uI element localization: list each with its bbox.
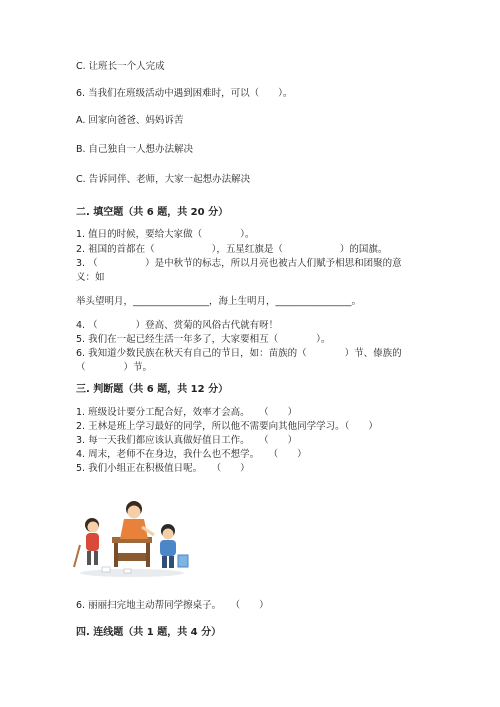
true-false-q2: 2. 王林是班上学习最好的同学，所以他不需要向其他同学学习。（ ） [76,421,378,432]
fill-blank-q4: 4. （ ）登高、赏菊的风俗古代就有呀！ [76,320,279,331]
section-fill-blank-heading: 二. 填空题（共 6 题，共 20 分） [76,207,229,218]
question-6-difficulty: 6. 当我们在班级活动中遇到困难时，可以（ ）。 [76,88,293,99]
fill-blank-q5: 5. 我们在一起已经生活一年多了，大家要相互（ ）。 [76,334,331,345]
fill-blank-poem: 举头望明月，________________，海上生明月，________________。 [76,296,362,307]
section-matching-heading: 四. 连线题（共 1 题，共 4 分） [76,627,222,638]
section-true-false-heading: 三. 判断题（共 6 题，共 12 分） [76,384,229,395]
fill-blank-q1: 1. 值日的时候，要给大家做（ ）。 [76,229,255,240]
fill-blank-q6-cont: （ ）节。 [76,362,153,373]
fill-blank-q3-cont: 义：如 [76,272,105,283]
option-a-tell-parents: A. 回家向爸爸、妈妈诉苦 [76,115,184,126]
fill-blank-q3: 3. （ ）是中秋节的标志，所以月亮也被古人们赋予相思和团聚的意 [76,258,402,269]
true-false-q5: 5. 我们小组正在积极值日呢。 （ ） [76,463,250,474]
children-cleaning-illustration [72,497,190,579]
option-c-class-leader: C. 让班长一个人完成 [76,61,165,72]
true-false-q1: 1. 班级设计要分工配合好，效率才会高。 （ ） [76,407,298,418]
option-b-solve-alone: B. 自己独自一人想办法解决 [76,144,194,155]
fill-blank-q2: 2. 祖国的首都在（ ），五星红旗是（ ）的国旗。 [76,244,388,255]
true-false-q4: 4. 周末，老师不在身边，我什么也不想学。 （ ） [76,449,307,460]
option-c-solve-together: C. 告诉同伴、老师，大家一起想办法解决 [76,174,251,185]
true-false-q6: 6. 丽丽扫完地主动帮同学擦桌子。 （ ） [76,600,269,611]
fill-blank-q6: 6. 我知道少数民族在秋天有自己的节日，如：苗族的（ ）节、傣族的 [76,348,402,359]
true-false-q3: 3. 每一天我们都应该认真做好值日工作。 （ ） [76,435,298,446]
